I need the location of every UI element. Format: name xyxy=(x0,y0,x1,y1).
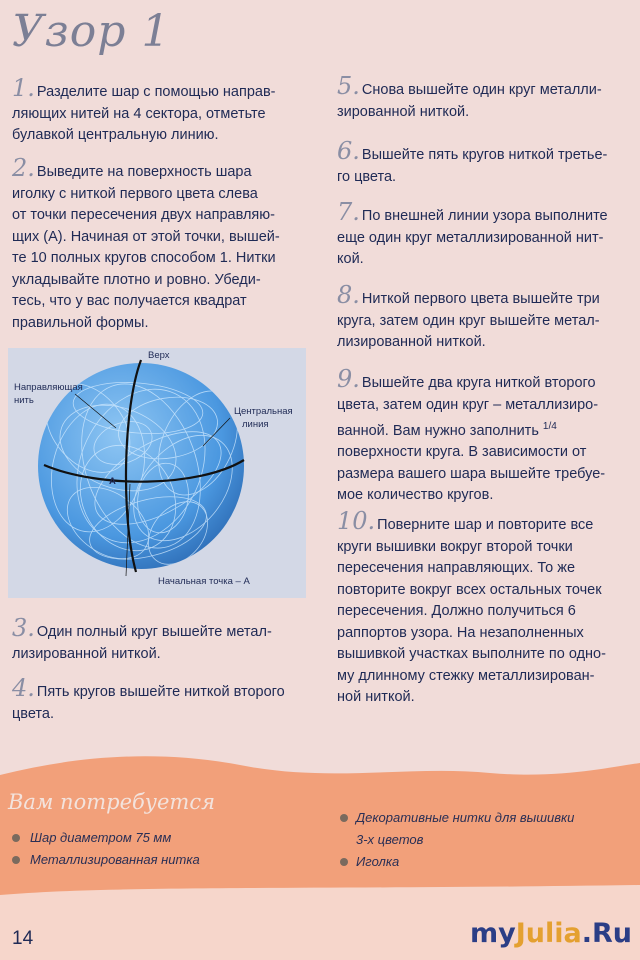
step-8 xyxy=(337,281,637,354)
bullet-icon xyxy=(12,856,20,864)
needs-item-decorative-threads: Декоративные нитки для вышивки xyxy=(356,810,575,825)
step-6 xyxy=(337,137,637,188)
step-number: 5. xyxy=(337,72,360,100)
bullet-icon xyxy=(340,814,348,822)
page-title: Узор 1 xyxy=(12,6,171,57)
fraction: 1/4 xyxy=(542,421,557,432)
step-number: 9. xyxy=(337,365,360,393)
step-9 xyxy=(337,365,637,507)
step-text: Вышейте пять кругов ниткой третье- го цвета. xyxy=(337,147,608,185)
label-top: Верх xyxy=(148,350,170,361)
step-text: Выведите на поверхность шара иголку с ниткой первого цвета слева от точки пересечения двух направляю- щих (А). Начиная от этой точки, вышей- те 10 полных кругов способом 1. Нитки укладывайте плотно и ровно. Убеди- тесь, что у вас получается квадрат правильной формы. xyxy=(12,164,280,331)
step-number: 1. xyxy=(12,74,35,102)
step-text-after: поверхности круга. В зависимости от размера вашего шара вышейте требуе- мое количество кругов. xyxy=(337,444,606,504)
step-number: 8. xyxy=(337,281,360,309)
step-number: 6. xyxy=(337,137,360,165)
step-3 xyxy=(12,614,312,665)
bullet-icon xyxy=(340,858,348,866)
ball xyxy=(38,363,244,569)
page-number: 14 xyxy=(12,928,34,949)
label-point-a: А xyxy=(109,476,116,487)
step-1 xyxy=(12,74,312,147)
step-5 xyxy=(337,72,637,123)
step-number: 2. xyxy=(12,154,35,182)
needs-item-needle: Иголка xyxy=(356,854,400,869)
needs-title: Вам потребуется xyxy=(8,790,215,814)
step-number: 3. xyxy=(12,614,35,642)
needs-item-ball: Шар диаметром 75 мм xyxy=(30,830,172,845)
label-guide-1: Направляющая xyxy=(14,382,83,393)
step-7 xyxy=(337,198,637,271)
label-center-1: Центральная xyxy=(234,406,293,417)
step-10 xyxy=(337,507,637,709)
step-text: Пять кругов вышейте ниткой второго цвета. xyxy=(12,684,285,722)
step-number: 4. xyxy=(12,674,35,702)
site-logo: myJulia.Ru xyxy=(469,918,632,949)
step-text: Снова вышейте один круг металли- зированной ниткой. xyxy=(337,82,602,120)
step-number: 10. xyxy=(337,507,376,535)
label-center-2: линия xyxy=(242,419,269,430)
step-text-before: Вышейте два круга ниткой второго цвета, затем один круг – металлизиро- ванной. Вам нужно заполнить xyxy=(337,375,599,439)
label-guide-2: нить xyxy=(14,395,34,406)
needs-item-decorative-threads-line2: 3-х цветов xyxy=(356,832,424,847)
ball-illustration xyxy=(8,348,306,598)
step-text: Один полный круг вышейте метал- лизированной ниткой. xyxy=(12,624,272,662)
needs-item-metallic-thread: Металлизированная нитка xyxy=(30,852,200,867)
step-2 xyxy=(12,154,312,334)
step-text: Поверните шар и повторите все круги вышивки вокруг второй точки пересечения направляющих. То же повторите вокруг всех остальных точек пересечения. Должно получиться 6 раппортов узора. На незаполненных вышивкой участках выполните по одно- му длинному стежку металлизирован- ной ниткой. xyxy=(337,517,606,705)
step-text: Ниткой первого цвета вышейте три круга, затем один круг вышейте метал- лизированной ниткой. xyxy=(337,291,600,350)
step-number: 7. xyxy=(337,198,360,226)
bullet-icon xyxy=(12,834,20,842)
label-start: Начальная точка – А xyxy=(158,576,250,587)
step-text: По внешней линии узора выполните еще один круг металлизированной нит- кой. xyxy=(337,208,608,267)
step-4 xyxy=(12,674,312,725)
step-text: Разделите шар с помощью направ- ляющих нитей на 4 сектора, отметьте булавкой центральную линию. xyxy=(12,84,276,143)
